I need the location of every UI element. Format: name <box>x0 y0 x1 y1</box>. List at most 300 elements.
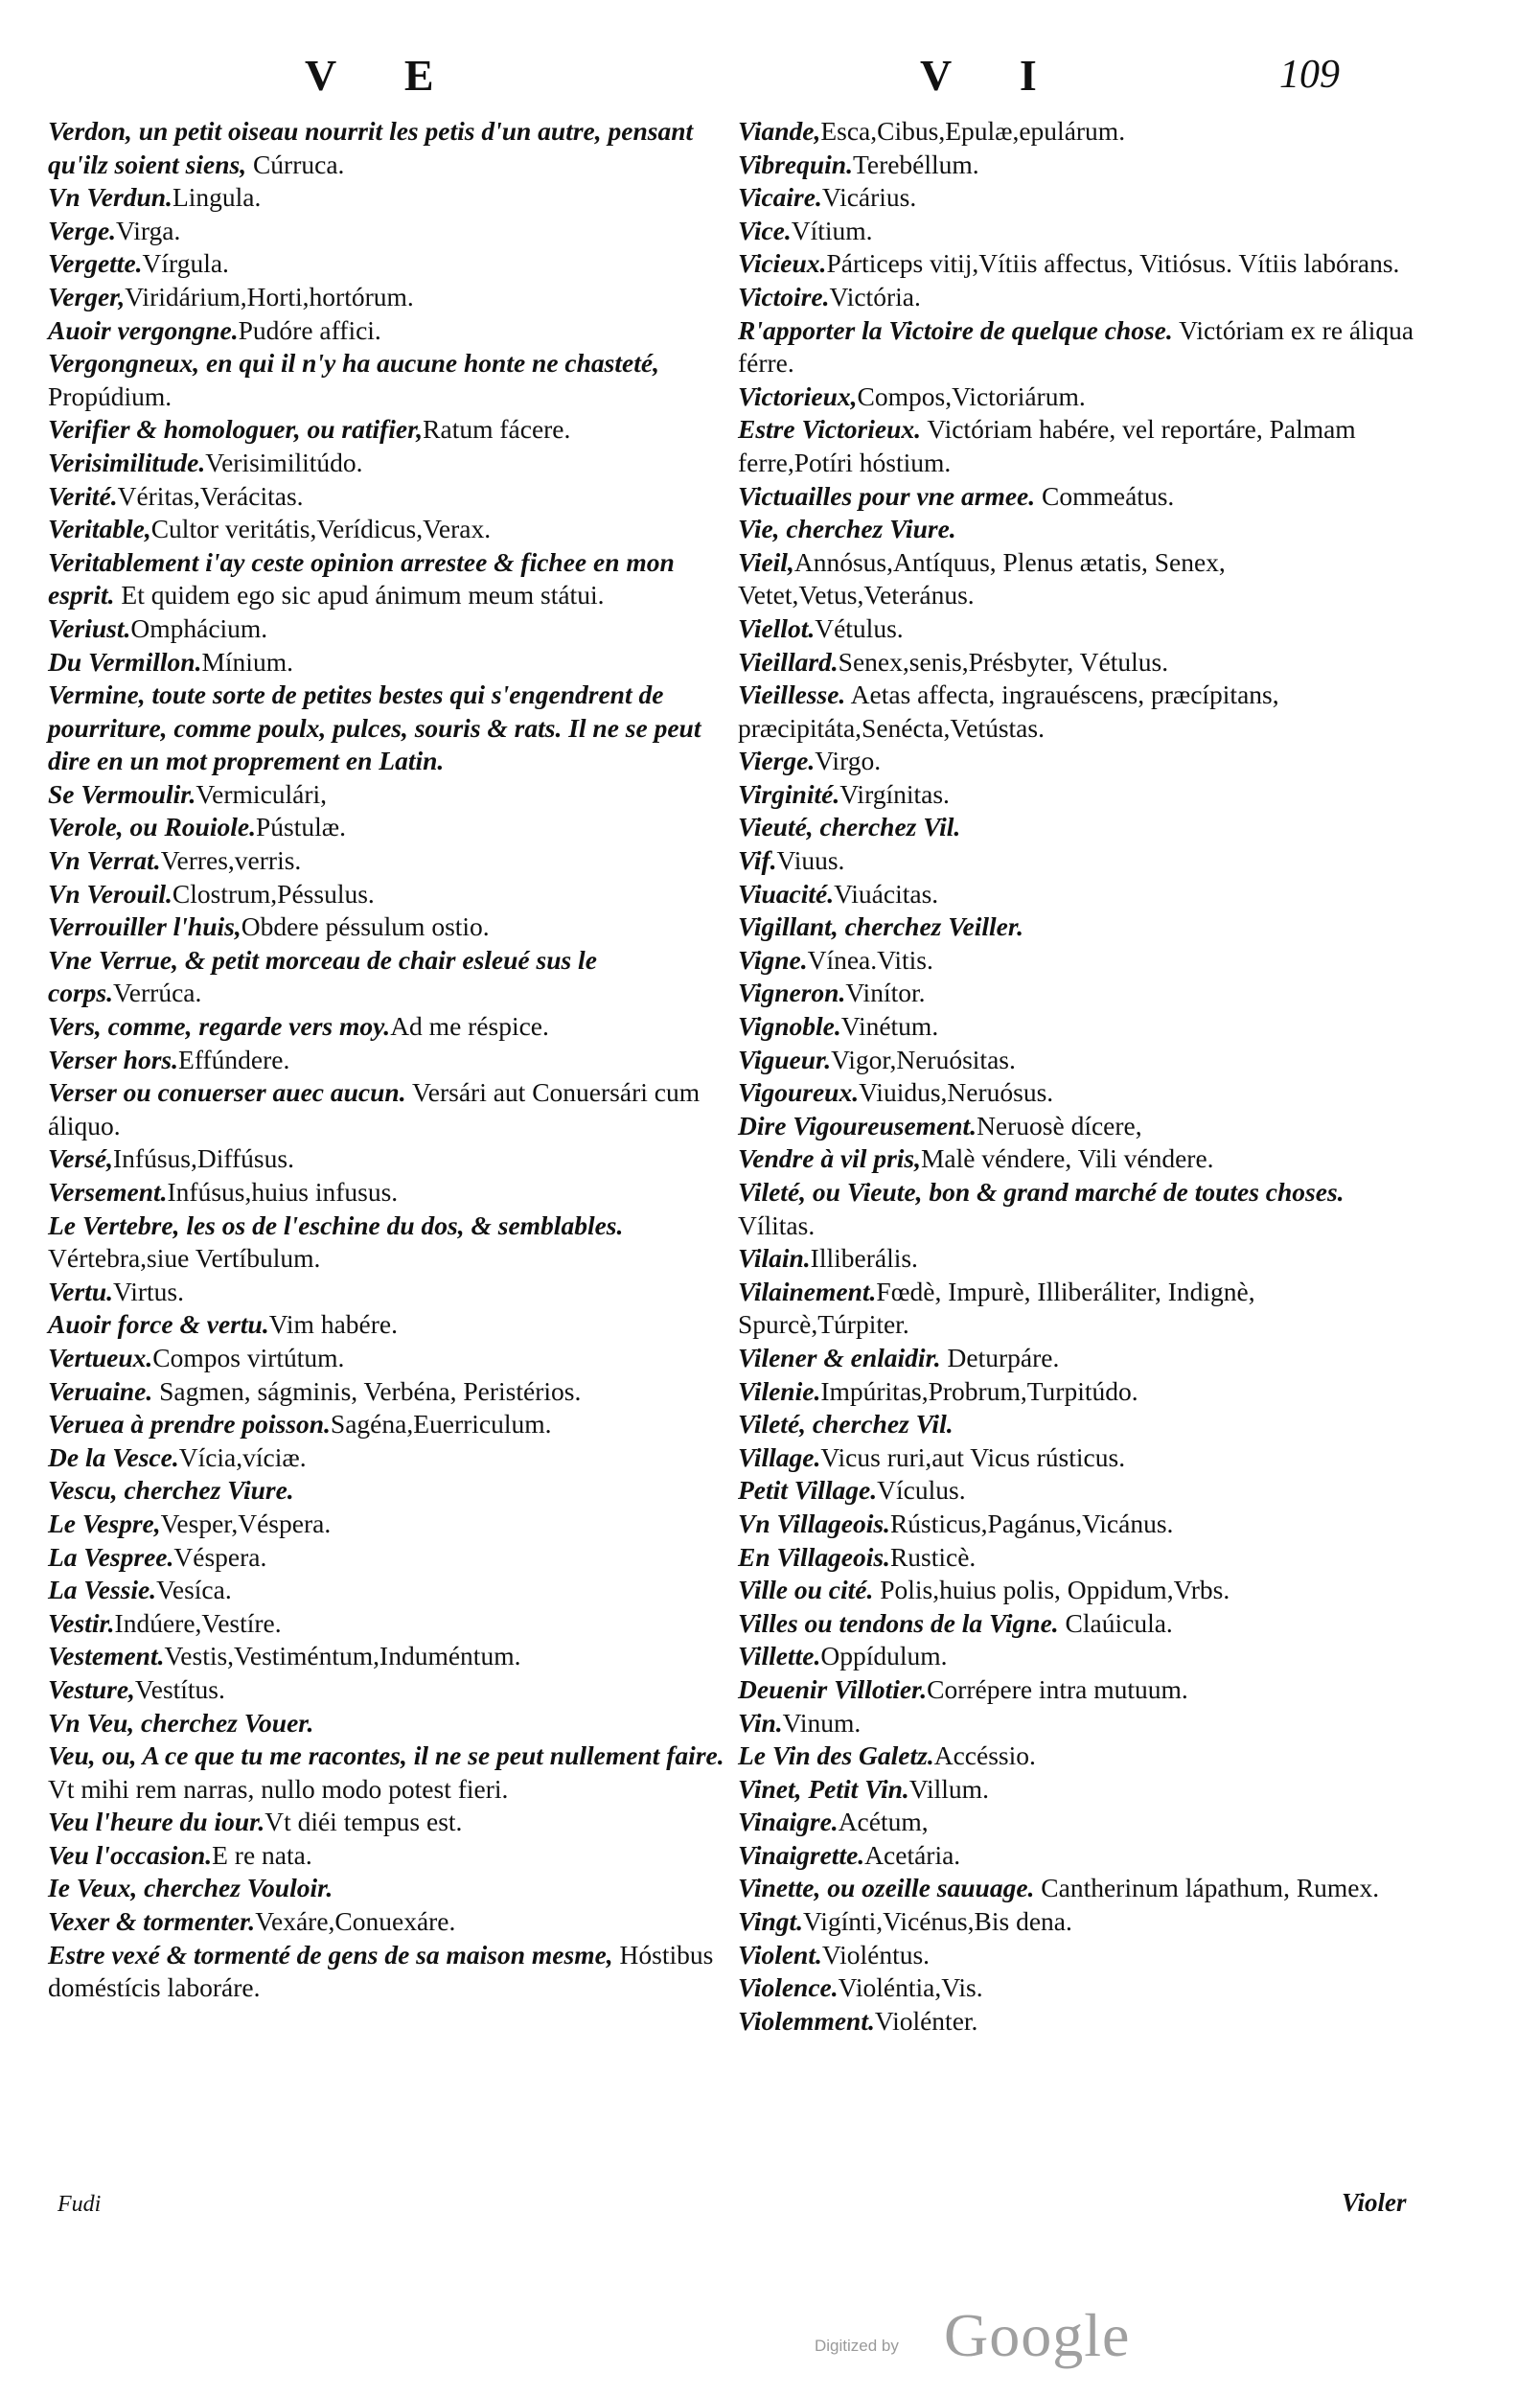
dictionary-entry <box>738 513 1423 546</box>
dictionary-entry <box>738 1839 1423 1873</box>
entry-latin: Esca,Cibus,Epulæ,epulárum. <box>820 116 1126 146</box>
entry-headword: Veu l'heure du iour. <box>48 1807 265 1837</box>
dictionary-entry <box>738 2005 1423 2039</box>
entry-latin: Deturpáre. <box>940 1342 1060 1372</box>
entry-headword: Vicieux. <box>738 248 827 279</box>
dictionary-entry <box>738 380 1423 414</box>
dictionary-entry <box>738 1408 1423 1441</box>
entry-headword: Violemment. <box>738 2005 875 2036</box>
dictionary-entry <box>738 1508 1423 1541</box>
entry-latin: Vícia,víciæ. <box>178 1441 307 1472</box>
entry-latin: Rusticè. <box>889 1541 977 1572</box>
entry-headword: Vigoureux. <box>738 1077 860 1108</box>
entry-latin: Vesíca. <box>156 1575 232 1605</box>
dictionary-entry <box>48 546 728 612</box>
entry-latin: Propúdium. <box>48 380 172 411</box>
dictionary-entry <box>738 1773 1423 1807</box>
entry-latin: Verisimilitúdo. <box>205 447 363 477</box>
entry-latin: Verrúca. <box>113 978 202 1008</box>
entry-headword: Vinaigre. <box>738 1807 839 1837</box>
dictionary-entry <box>48 1441 728 1475</box>
entry-latin: Claúicula. <box>1058 1607 1173 1638</box>
dictionary-entry <box>738 646 1423 680</box>
entry-headword: Vestir. <box>48 1607 115 1638</box>
entry-latin: Aetas affecta, ingrauéscens, præcípitans, præcipitáta,Senécta,Vetústas. <box>738 680 1279 743</box>
entry-headword: Vn Verrat. <box>48 845 161 876</box>
entry-latin: Véritas,Verácitas. <box>117 480 304 511</box>
entry-headword: Versement. <box>48 1177 168 1207</box>
entry-headword: Vers, comme, regarde vers moy. <box>48 1011 391 1042</box>
entry-headword: Vilain. <box>738 1243 811 1274</box>
dictionary-entry <box>48 1375 728 1409</box>
dictionary-entry <box>738 1872 1423 1905</box>
entry-headword: Estre vexé & tormenté de gens de sa maison mesme, <box>48 1939 613 1970</box>
dictionary-entry <box>738 546 1423 612</box>
dictionary-entry <box>738 1176 1423 1242</box>
entry-headword: Viellot. <box>738 612 816 643</box>
entry-latin: Malè véndere, Vili véndere. <box>920 1143 1214 1174</box>
entry-headword: De la Vesce. <box>48 1441 179 1472</box>
dictionary-entry <box>738 115 1423 149</box>
entry-latin: Vt diéi tempus est. <box>264 1807 463 1837</box>
entry-latin: Vt mihi rem narras, nullo modo potest fieri. <box>48 1773 509 1804</box>
dictionary-entry <box>48 612 728 646</box>
dictionary-entry <box>48 281 728 314</box>
dictionary-entry <box>48 1607 728 1641</box>
entry-headword: Viuacité. <box>738 878 835 909</box>
entry-headword: Vieillard. <box>738 646 839 677</box>
entry-latin: Compos,Victoriárum. <box>857 380 1086 411</box>
dictionary-entry <box>738 281 1423 314</box>
entry-latin: Fœdè, Impurè, Illiberáliter, Indignè, Spurcè,Túrpiter. <box>738 1276 1255 1340</box>
entry-latin: Accéssio. <box>933 1740 1036 1771</box>
dictionary-entry <box>48 181 728 215</box>
entry-headword: Vergongneux, en qui il n'y ha aucune honte ne chasteté, <box>48 348 659 379</box>
entry-latin: Viuus. <box>776 845 845 876</box>
dictionary-entry <box>738 1607 1423 1641</box>
dictionary-entry <box>48 778 728 812</box>
dictionary-entry <box>48 1044 728 1077</box>
dictionary-entry <box>738 247 1423 281</box>
entry-headword: Verifier & homologuer, ou ratifier, <box>48 414 424 445</box>
dictionary-entry <box>48 480 728 514</box>
entry-headword: Veruaine. <box>48 1375 153 1406</box>
dictionary-entry <box>738 1474 1423 1508</box>
dictionary-entry <box>48 513 728 546</box>
entry-latin: Vesper,Véspera. <box>160 1508 332 1538</box>
entry-headword: Villette. <box>738 1641 821 1671</box>
entry-latin: Vicárius. <box>821 182 917 213</box>
dictionary-entry <box>48 1939 728 2005</box>
entry-latin: Vigínti,Vicénus,Bis dena. <box>803 1906 1072 1937</box>
entry-latin: Neruosè dícere, <box>977 1110 1142 1140</box>
entry-headword: Verrouiller l'huis, <box>48 911 241 942</box>
entry-headword: Vilainement. <box>738 1276 877 1306</box>
entry-latin: Virga. <box>116 215 181 245</box>
entry-headword: Ville ou cité. <box>738 1575 874 1605</box>
entry-latin: Versári aut Conuersári cum áliquo. <box>48 1077 701 1140</box>
entry-headword: Deuenir Villotier. <box>738 1673 928 1704</box>
entry-latin: Annósus,Antíquus, Plenus ætatis, Senex, Vetet,Vetus,Veteránus. <box>738 546 1226 611</box>
entry-latin: Virtus. <box>113 1276 184 1306</box>
entry-latin: Mínium. <box>201 646 293 677</box>
dictionary-entry <box>738 612 1423 646</box>
entry-latin: Vestítus. <box>134 1673 225 1704</box>
entry-latin: Acétum, <box>838 1807 929 1837</box>
entry-latin: Indúere,Vestíre. <box>114 1607 282 1638</box>
dictionary-entry <box>48 447 728 480</box>
dictionary-entry <box>738 1673 1423 1707</box>
entry-headword: Vingt. <box>738 1906 804 1937</box>
entry-latin: Acetária. <box>864 1839 961 1870</box>
entry-latin: Polis,huius polis, Oppidum,Vrbs. <box>873 1575 1230 1605</box>
entry-latin: Sagmen, ságminis, Verbéna, Peristérios. <box>152 1375 582 1406</box>
entry-headword: Vibrequin. <box>738 149 853 179</box>
dictionary-entry <box>738 149 1423 182</box>
entry-latin: Corrépere intra mutuum. <box>927 1673 1188 1704</box>
entry-headword: Vigueur. <box>738 1044 832 1074</box>
entry-latin: Verres,verris. <box>160 845 302 876</box>
dictionary-entry <box>48 1276 728 1309</box>
entry-headword: Victuailles pour vne armee. <box>738 480 1036 511</box>
entry-latin: Vinétum. <box>840 1011 939 1042</box>
entry-headword: Vignoble. <box>738 1011 841 1042</box>
entry-latin: Infúsus,Diffúsus. <box>113 1143 294 1174</box>
entry-latin: Vírgula. <box>142 248 229 279</box>
dictionary-entry <box>738 1971 1423 2005</box>
entry-latin: Violéntus. <box>821 1939 931 1970</box>
entry-latin: Compos virtútum. <box>152 1342 345 1372</box>
entry-headword: Vn Verouil. <box>48 878 172 909</box>
entry-headword: Le Vespre, <box>48 1508 161 1538</box>
entry-latin: Senex,senis,Présbyter, Vétulus. <box>838 646 1169 677</box>
entry-latin: Commeátus. <box>1035 480 1175 511</box>
entry-headword: Vilenie. <box>738 1375 821 1406</box>
dictionary-entry <box>738 1939 1423 1972</box>
entry-latin: Omphácium. <box>130 612 268 643</box>
entry-headword: Ie Veux, cherchez Vouloir. <box>48 1873 333 1903</box>
entry-headword: Vermine, toute sorte de petites bestes qui s'engendrent de pourriture, comme poulx, pulces, souris & rats. Il ne se peut dire en un mot proprement en Latin. <box>48 680 701 776</box>
entry-latin: Infúsus,huius infusus. <box>167 1177 399 1207</box>
entry-headword: Vn Villageois. <box>738 1508 890 1538</box>
entry-latin: Victória. <box>829 281 921 311</box>
dictionary-entry <box>738 878 1423 911</box>
entry-latin: Vim habére. <box>268 1309 398 1340</box>
dictionary-entry <box>48 1076 728 1142</box>
entry-latin: Vinítor. <box>845 978 926 1008</box>
dictionary-entry <box>738 1441 1423 1475</box>
dictionary-entry <box>738 1574 1423 1607</box>
entry-latin: Vínea.Vitis. <box>807 944 933 975</box>
entry-headword: Auoir force & vertu. <box>48 1309 269 1340</box>
entry-latin: Vítium. <box>791 215 873 245</box>
entry-latin: Viridárium,Horti,hortórum. <box>125 281 414 311</box>
entry-headword: Vigneron. <box>738 978 846 1008</box>
entry-headword: Vn Verdun. <box>48 182 172 213</box>
dictionary-entry <box>48 1707 728 1740</box>
entry-headword: Vendre à vil pris, <box>738 1143 921 1174</box>
entry-latin: Vétulus. <box>815 612 904 643</box>
entry-headword: Violence. <box>738 1972 839 2003</box>
entry-headword: Vexer & tormenter. <box>48 1906 256 1937</box>
entry-headword: Le Vertebre, les os de l'eschine du dos, & semblables. <box>48 1210 624 1240</box>
entry-headword: Victorieux, <box>738 380 858 411</box>
dictionary-entry <box>738 1076 1423 1110</box>
entry-headword: Village. <box>738 1441 821 1472</box>
entry-headword: Vn Veu, cherchez Vouer. <box>48 1707 314 1738</box>
entry-headword: Se Vermoulir. <box>48 778 196 809</box>
entry-headword: Vierge. <box>738 746 816 776</box>
watermark-prefix: Digitized by <box>815 2337 899 2355</box>
entry-headword: La Vessie. <box>48 1575 157 1605</box>
google-logo: Google <box>944 2301 1131 2369</box>
entry-headword: Vileté, ou Vieute, bon & grand marché de toutes choses. <box>738 1177 1345 1207</box>
entry-headword: Vileté, cherchez Vil. <box>738 1409 954 1440</box>
entry-headword: Vestement. <box>48 1641 165 1671</box>
margin-mark: Fudi <box>57 2192 102 2217</box>
entry-headword: Vinaigrette. <box>738 1839 865 1870</box>
running-head-left: V E <box>305 51 463 100</box>
entry-headword: Verger, <box>48 281 126 311</box>
dictionary-entry <box>48 1739 728 1806</box>
dictionary-entry <box>48 347 728 413</box>
dictionary-entry <box>48 1872 728 1905</box>
entry-headword: Vieillesse. <box>738 680 846 710</box>
entry-headword: Victoire. <box>738 281 830 311</box>
dictionary-entry <box>738 1640 1423 1673</box>
entry-headword: Dire Vigoureusement. <box>738 1110 977 1140</box>
dictionary-entry <box>48 811 728 844</box>
digitization-watermark <box>815 2300 1198 2377</box>
entry-latin: Párticeps vitij,Vítiis affectus, Vitiósus. Vítiis labórans. <box>826 248 1400 279</box>
entry-headword: Estre Victorieux. <box>738 414 921 445</box>
entry-headword: Virginité. <box>738 778 840 809</box>
dictionary-entry <box>738 1342 1423 1375</box>
entry-latin: Vinum. <box>782 1707 862 1738</box>
entry-latin: Effúndere. <box>178 1044 290 1074</box>
dictionary-entry <box>48 1308 728 1342</box>
entry-headword: Vieuté, cherchez Vil. <box>738 812 961 842</box>
entry-latin: Pudóre affici. <box>238 314 381 345</box>
entry-latin: Virgínitas. <box>839 778 950 809</box>
entry-headword: Petit Village. <box>738 1475 878 1506</box>
entry-headword: Vescu, cherchez Viure. <box>48 1475 294 1506</box>
entry-headword: Vif. <box>738 845 777 876</box>
entry-latin: Cantherinum lápathum, Rumex. <box>1034 1873 1380 1903</box>
entry-headword: Vertueux. <box>48 1342 153 1372</box>
dictionary-entry <box>738 1242 1423 1276</box>
dictionary-entry <box>738 314 1423 380</box>
entry-headword: Vesture, <box>48 1673 135 1704</box>
entry-latin: Et quidem ego sic apud ánimum meum státui. <box>114 580 605 611</box>
entry-latin: Impúritas,Probrum,Turpitúdo. <box>820 1375 1138 1406</box>
entry-latin: Obdere péssulum ostio. <box>241 911 490 942</box>
entry-latin: Lingula. <box>172 182 262 213</box>
dictionary-entry <box>738 977 1423 1010</box>
entry-latin: E re nata. <box>212 1839 312 1870</box>
dictionary-entry <box>48 1905 728 1939</box>
entry-headword: Verité. <box>48 480 118 511</box>
dictionary-entry <box>48 1210 728 1276</box>
dictionary-entry <box>48 944 728 1010</box>
dictionary-entry <box>48 910 728 944</box>
entry-headword: Verser ou conuerser auec aucun. <box>48 1077 406 1108</box>
entry-headword: Vinette, ou ozeille sauuage. <box>738 1873 1035 1903</box>
entry-latin: Victóriam ex re áliqua férre. <box>738 314 1414 379</box>
entry-headword: Vinet, Petit Vin. <box>738 1773 909 1804</box>
dictionary-entry <box>738 1905 1423 1939</box>
entry-headword: La Vespree. <box>48 1541 174 1572</box>
entry-headword: Versé, <box>48 1143 113 1174</box>
entry-headword: R'apporter la Victoire de quelque chose. <box>738 314 1173 345</box>
dictionary-entry <box>738 413 1423 479</box>
dictionary-entry <box>48 1640 728 1673</box>
entry-headword: Veriust. <box>48 612 131 643</box>
entry-latin: Illiberális. <box>810 1243 918 1274</box>
dictionary-entry <box>48 413 728 447</box>
entry-headword: Verser hors. <box>48 1044 179 1074</box>
entry-latin: Virgo. <box>815 746 882 776</box>
dictionary-entry <box>738 1806 1423 1839</box>
entry-latin: Vículus. <box>877 1475 966 1506</box>
entry-latin: Terebéllum. <box>852 149 979 179</box>
dictionary-entry <box>738 778 1423 812</box>
dictionary-entry <box>48 115 728 181</box>
running-head-right: V I <box>920 51 1066 100</box>
entry-latin: Sagéna,Euerriculum. <box>330 1409 552 1440</box>
entry-latin: Viuidus,Neruósus. <box>859 1077 1054 1108</box>
dictionary-entry <box>48 1574 728 1607</box>
entry-latin: Cúrruca. <box>246 149 345 179</box>
dictionary-entry <box>738 1375 1423 1409</box>
entry-latin: Rústicus,Pagánus,Vicánus. <box>889 1508 1174 1538</box>
dictionary-entry <box>48 1342 728 1375</box>
entry-latin: Ratum fácere. <box>423 414 571 445</box>
entry-latin: Vicus ruri,aut Vicus rústicus. <box>820 1441 1126 1472</box>
entry-headword: Vigillant, cherchez Veiller. <box>738 911 1023 942</box>
entry-latin: Vílitas. <box>738 1210 816 1240</box>
entry-headword: Vie, cherchez Viure. <box>738 514 956 544</box>
entry-latin: Hóstibus doméstícis laboráre. <box>48 1939 714 2003</box>
entry-headword: Vice. <box>738 215 792 245</box>
dictionary-entry <box>48 314 728 348</box>
dictionary-entry <box>738 215 1423 248</box>
entry-latin: Violéntia,Vis. <box>838 1972 983 2003</box>
entry-headword: Violent. <box>738 1939 822 1970</box>
entry-latin: Vexáre,Conuexáre. <box>255 1906 456 1937</box>
entry-headword: Vieil, <box>738 546 794 577</box>
entry-latin: Viuácitas. <box>834 878 939 909</box>
entry-latin: Cultor veritátis,Verídicus,Verax. <box>150 514 492 544</box>
dictionary-entry <box>48 247 728 281</box>
dictionary-entry <box>48 679 728 778</box>
entry-latin: Véspera. <box>173 1541 267 1572</box>
dictionary-entry <box>48 1010 728 1044</box>
entry-headword: Verdon, un petit oiseau nourrit les petis d'un autre, pensant qu'ilz soient siens, <box>48 116 694 179</box>
dictionary-entry <box>738 1110 1423 1143</box>
dictionary-entry <box>738 1142 1423 1176</box>
entry-latin: Violénter. <box>874 2005 978 2036</box>
entry-headword: Vin. <box>738 1707 783 1738</box>
entry-headword: Viande, <box>738 116 821 146</box>
entry-headword: Vne Verrue, & petit morceau de chair esleué sus le corps. <box>48 944 597 1008</box>
dictionary-entry <box>48 1541 728 1575</box>
dictionary-entry <box>48 1673 728 1707</box>
dictionary-entry <box>738 1276 1423 1342</box>
entry-headword: Veritable, <box>48 514 151 544</box>
dictionary-entry <box>738 811 1423 844</box>
dictionary-entry <box>48 215 728 248</box>
dictionary-entry <box>48 1408 728 1441</box>
entry-headword: Villes ou tendons de la Vigne. <box>738 1607 1059 1638</box>
entry-headword: Du Vermillon. <box>48 646 202 677</box>
entry-latin: Villum. <box>908 1773 989 1804</box>
dictionary-entry <box>738 944 1423 978</box>
dictionary-entry <box>738 480 1423 514</box>
entry-latin: Vértebra,siue Vertíbulum. <box>48 1243 321 1274</box>
dictionary-entry <box>48 1839 728 1873</box>
dictionary-entry <box>738 745 1423 778</box>
dictionary-entry <box>48 878 728 911</box>
entry-headword: Veritablement i'ay ceste opinion arrestee & fichee en mon esprit. <box>48 546 675 611</box>
entry-latin: Vestis,Vestiméntum,Induméntum. <box>164 1641 521 1671</box>
entry-headword: Vertu. <box>48 1276 114 1306</box>
entry-latin: Vermiculári, <box>195 778 328 809</box>
entry-headword: Vigne. <box>738 944 808 975</box>
dictionary-entry <box>48 1176 728 1210</box>
entry-headword: Verge. <box>48 215 117 245</box>
entry-headword: En Villageois. <box>738 1541 890 1572</box>
dictionary-entry <box>48 646 728 680</box>
entry-latin: Pústulæ. <box>255 812 346 842</box>
dictionary-entry <box>738 1707 1423 1740</box>
entry-headword: Vergette. <box>48 248 143 279</box>
dictionary-entry <box>48 1508 728 1541</box>
entry-headword: Veu, ou, A ce que tu me racontes, il ne se peut nullement faire. <box>48 1740 724 1771</box>
entry-headword: Veu l'occasion. <box>48 1839 213 1870</box>
dictionary-entry <box>738 1010 1423 1044</box>
entry-latin: Clostrum,Péssulus. <box>172 878 375 909</box>
entry-latin: Vigor,Neruósitas. <box>831 1044 1016 1074</box>
entry-headword: Verole, ou Rouiole. <box>48 812 256 842</box>
dictionary-entry <box>48 1806 728 1839</box>
dictionary-entry <box>48 1142 728 1176</box>
entry-headword: Verisimilitude. <box>48 447 206 477</box>
entry-headword: Auoir vergongne. <box>48 314 239 345</box>
page-header <box>0 50 1540 107</box>
dictionary-entry <box>738 844 1423 878</box>
entry-latin: Ad me réspice. <box>390 1011 549 1042</box>
entry-headword: Vicaire. <box>738 182 822 213</box>
catchword: Violer <box>1342 2188 1407 2217</box>
dictionary-entry <box>48 844 728 878</box>
dictionary-entry <box>738 1044 1423 1077</box>
dictionary-entry <box>738 679 1423 745</box>
dictionary-entry <box>738 1739 1423 1773</box>
right-column <box>738 115 1423 2038</box>
left-column <box>48 115 728 2005</box>
entry-headword: Le Vin des Galetz. <box>738 1740 934 1771</box>
entry-headword: Veruea à prendre poisson. <box>48 1409 331 1440</box>
page-number: 109 <box>1279 53 1340 97</box>
dictionary-entry <box>48 1474 728 1508</box>
dictionary-entry <box>738 181 1423 215</box>
entry-latin: Oppídulum. <box>820 1641 948 1671</box>
dictionary-entry <box>738 910 1423 944</box>
dictionary-entry <box>738 1541 1423 1575</box>
entry-headword: Vilener & enlaidir. <box>738 1342 941 1372</box>
entry-latin: Victóriam habére, vel reportáre, Palmam ferre,Potíri hóstium. <box>738 414 1356 477</box>
